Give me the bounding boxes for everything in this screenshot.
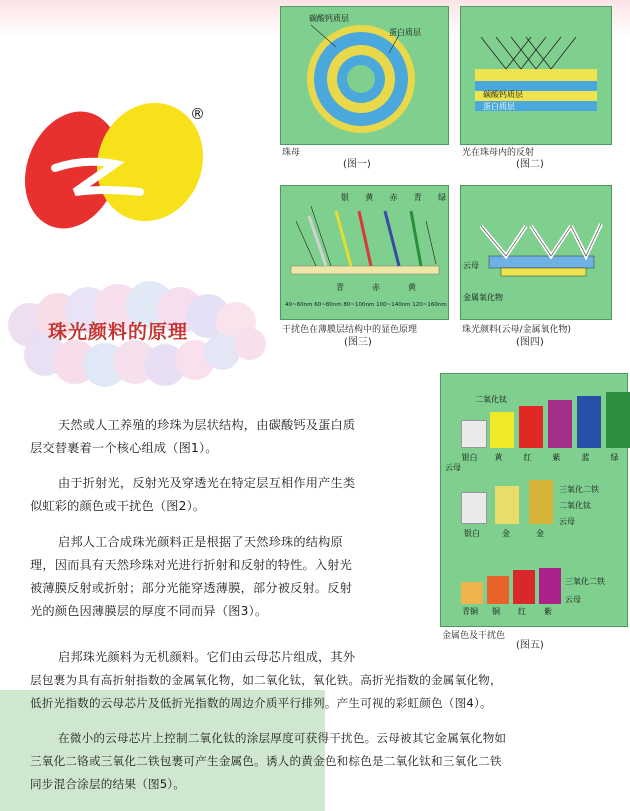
figure-2 xyxy=(460,6,612,145)
paragraph-3-line-3: 被薄膜反射或折射；部分光能穿透薄膜，部分被反射。反射 xyxy=(30,581,353,595)
fig5-row1-label: 绿 xyxy=(610,453,619,462)
headline: 珠光颜料的原理 xyxy=(48,321,189,343)
fig5-row1-label: 蓝 xyxy=(581,453,590,462)
fig3-top-label: 银 xyxy=(341,193,349,202)
fig3-thickness: 40~60nm 60~80nm 80~100nm 100~140nm 120~160nm xyxy=(285,302,447,308)
fig3-bottom-labels xyxy=(336,282,416,293)
fig5-row1-label: 银白 xyxy=(461,453,478,462)
fig3-top-labels xyxy=(341,192,446,203)
fig3-bottom-label: 赤 xyxy=(372,283,380,292)
fig1-outer-label: 碳酸钙质层 xyxy=(309,14,349,23)
fig5-row3-side-b: 云母 xyxy=(565,595,581,604)
fig5-row3-label: 紫 xyxy=(544,607,552,616)
fig3-bottom-label: 青 xyxy=(336,283,344,292)
fig2-caption: 光在珠母内的反射 xyxy=(462,148,535,158)
fig5-number: (图五) xyxy=(516,640,544,651)
fig5-row3-label: 青铜 xyxy=(462,607,478,616)
fig3-top-label: 黄 xyxy=(365,193,374,202)
paragraph-2-line-1: 由于折射光，反射光及穿透光在特定层互相作用产生类 xyxy=(58,476,356,490)
fig5-row3-labels xyxy=(457,606,567,617)
paragraph-3-line-2: 理，因而具有天然珍珠对光进行折射和反射的特性。入射光 xyxy=(30,558,353,572)
fig3-top-label: 赤 xyxy=(389,193,398,202)
fig5-row2-side-a: 三氧化二铁 xyxy=(559,485,599,494)
figure-3 xyxy=(280,185,449,320)
fig5-row2-labels xyxy=(455,528,565,539)
fig5-row3-side-a: 三氧化二铁 xyxy=(565,577,605,586)
fig4-number: (图四) xyxy=(516,337,544,348)
paragraph-1-line-2: 层交替裹着一个核心组成（图1）。 xyxy=(30,441,218,455)
fig5-row1-side: 云母 xyxy=(445,463,461,472)
paragraph-5-line-1: 在微小的云母芯片上控制二氧化钛的涂层厚度可获得干扰色。云母被其它金属氧化物如 xyxy=(58,731,507,745)
fig5-row2-label: 金 xyxy=(536,529,544,538)
figure-5 xyxy=(440,373,628,627)
fig5-row2-side-c: 云母 xyxy=(559,517,575,526)
fig3-number: (图三) xyxy=(344,337,372,348)
figure-4 xyxy=(460,185,612,320)
fig5-row1-label: 紫 xyxy=(552,453,561,462)
fig5-row1-top: 二氧化钛 xyxy=(475,395,507,404)
fig5-caption: 金属色及干扰色 xyxy=(442,631,506,641)
fig4-mica-label: 云母 xyxy=(463,261,479,270)
fig5-row1-bars xyxy=(461,388,621,448)
fig1-inner-label: 蛋白质层 xyxy=(389,28,421,37)
company-logo xyxy=(15,100,215,235)
fig5-row1-label: 红 xyxy=(523,453,532,462)
fig5-row2-side-b: 二氧化钛 xyxy=(559,501,591,510)
fig5-row3-label: 红 xyxy=(518,607,526,616)
fig1-number: (图一) xyxy=(343,159,371,170)
paragraph-4-line-3: 低折光指数的云母芯片及低折光指数的周边介质平行排列。产生可视的彩虹颜色（图4）。 xyxy=(30,696,492,710)
paragraph-1-line-1: 天然或人工养殖的珍珠为层状结构，由碳酸钙及蛋白质 xyxy=(58,418,356,432)
paragraph-4-line-2: 层包裹为具有高折射指数的金属氧化物，如二氧化钛，氧化铁。高折光指数的金属氧化物， xyxy=(30,673,502,687)
fig5-row2-label: 金 xyxy=(502,529,510,538)
fig3-bottom-label: 黄 xyxy=(408,283,416,292)
fig5-row2-bars xyxy=(461,479,561,524)
paragraph-3-line-1: 启邦人工合成珠光颜料正是根据了天然珍珠的结构原 xyxy=(58,535,343,549)
fig4-caption: 珠光颜料(云母/金属氧化物) xyxy=(462,325,572,335)
fig3-top-label: 绿 xyxy=(438,193,446,202)
fig5-row3-label: 铜 xyxy=(492,607,500,616)
fig2-label-b: 蛋白质层 xyxy=(483,102,515,111)
fig5-row2-label: 银白 xyxy=(464,529,480,538)
paragraph-2-line-2: 似虹彩的颜色或干扰色（图2）。 xyxy=(30,499,206,513)
paragraph-4-line-1: 启邦珠光颜料为无机颜料。它们由云母芯片组成，其外 xyxy=(58,650,356,664)
fig1-caption: 珠母 xyxy=(282,148,301,158)
fig5-row1-labels xyxy=(455,452,630,463)
fig2-label-a: 碳酸钙质层 xyxy=(483,90,523,99)
fig2-number: (图二) xyxy=(516,159,544,170)
fig5-row3-bars xyxy=(461,564,571,604)
registered-mark: ® xyxy=(190,105,205,123)
paragraph-3-line-4: 光的颜色因薄膜层的厚度不同而异（图3）。 xyxy=(30,604,268,618)
fig5-row1-label: 黄 xyxy=(494,453,503,462)
paragraph-5-line-3: 同步混合涂层的结果（图5）。 xyxy=(30,777,186,791)
fig3-caption: 干扰色在薄膜层结构中的显色原理 xyxy=(282,325,418,335)
figure-1 xyxy=(280,6,449,145)
paragraph-5-line-2: 三氧化二铬或三氧化二铁包裹可产生金属色。诱人的黄金色和棕色是二氧化钛和三氧化二铁 xyxy=(30,754,502,768)
fig3-top-label: 青 xyxy=(413,193,422,202)
fig4-oxide-label: 金属氧化物 xyxy=(463,293,503,302)
